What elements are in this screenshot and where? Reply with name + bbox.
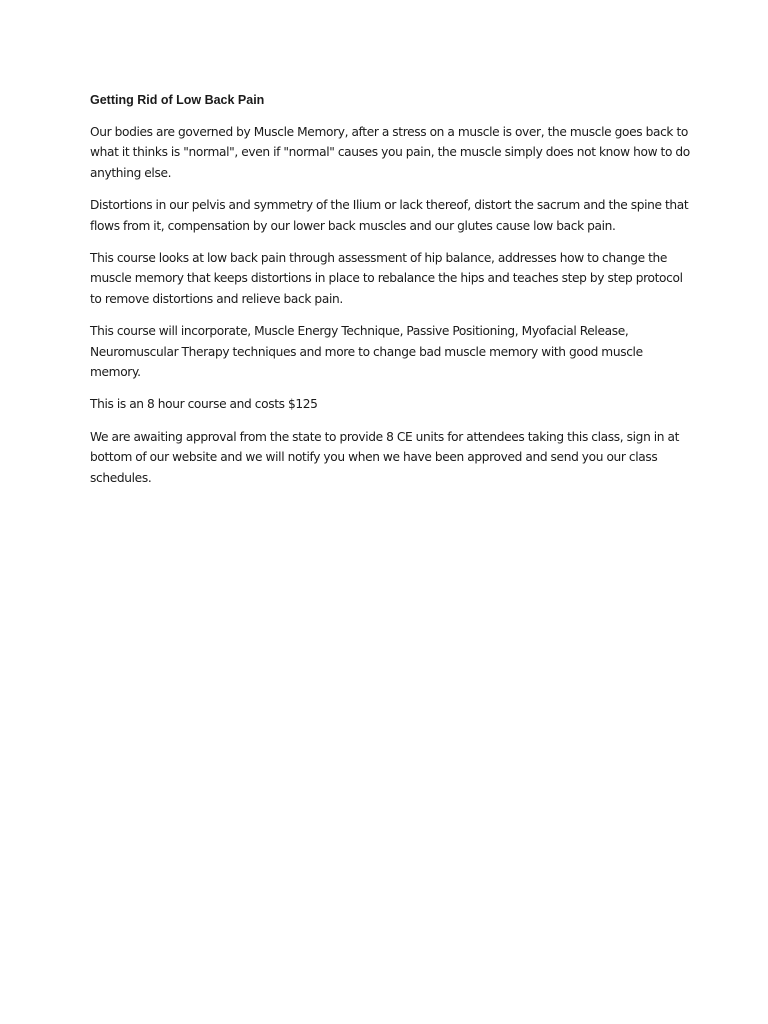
- paragraph-course-overview: This course looks at low back pain through assessment of hip balance, addresses how to change the muscle memory that keeps distortions in place to rebalance the hips and teaches step by step protocol to remove distortions and relieve back pain.: [90, 251, 683, 306]
- paragraph-muscle-memory: Our bodies are governed by Muscle Memory, after a stress on a muscle is over, the muscle goes back to what it thinks is "normal", even if "normal" causes you pain, the muscle simply does not know how to do anything else.: [90, 125, 690, 180]
- paragraph-cost: This is an 8 hour course and costs $125: [90, 397, 318, 412]
- document-body: [90, 91, 690, 500]
- document-title: Getting Rid of Low Back Pain: [90, 93, 265, 107]
- paragraph-techniques: This course will incorporate, Muscle Energy Technique, Passive Positioning, Myofacial Release, Neuromuscular Therapy techniques and more to change bad muscle memory with good muscle memory.: [90, 324, 643, 380]
- paragraph-distortions: Distortions in our pelvis and symmetry of the Ilium or lack thereof, distort the sacrum and the spine that flows from it, compensation by our lower back muscles and our glutes cause low back pain.: [90, 198, 689, 233]
- paragraph-approval: We are awaiting approval from the state to provide 8 CE units for attendees taking this class, sign in at bottom of our website and we will notify you when we have been approved and send you our class schedules.: [90, 429, 680, 485]
